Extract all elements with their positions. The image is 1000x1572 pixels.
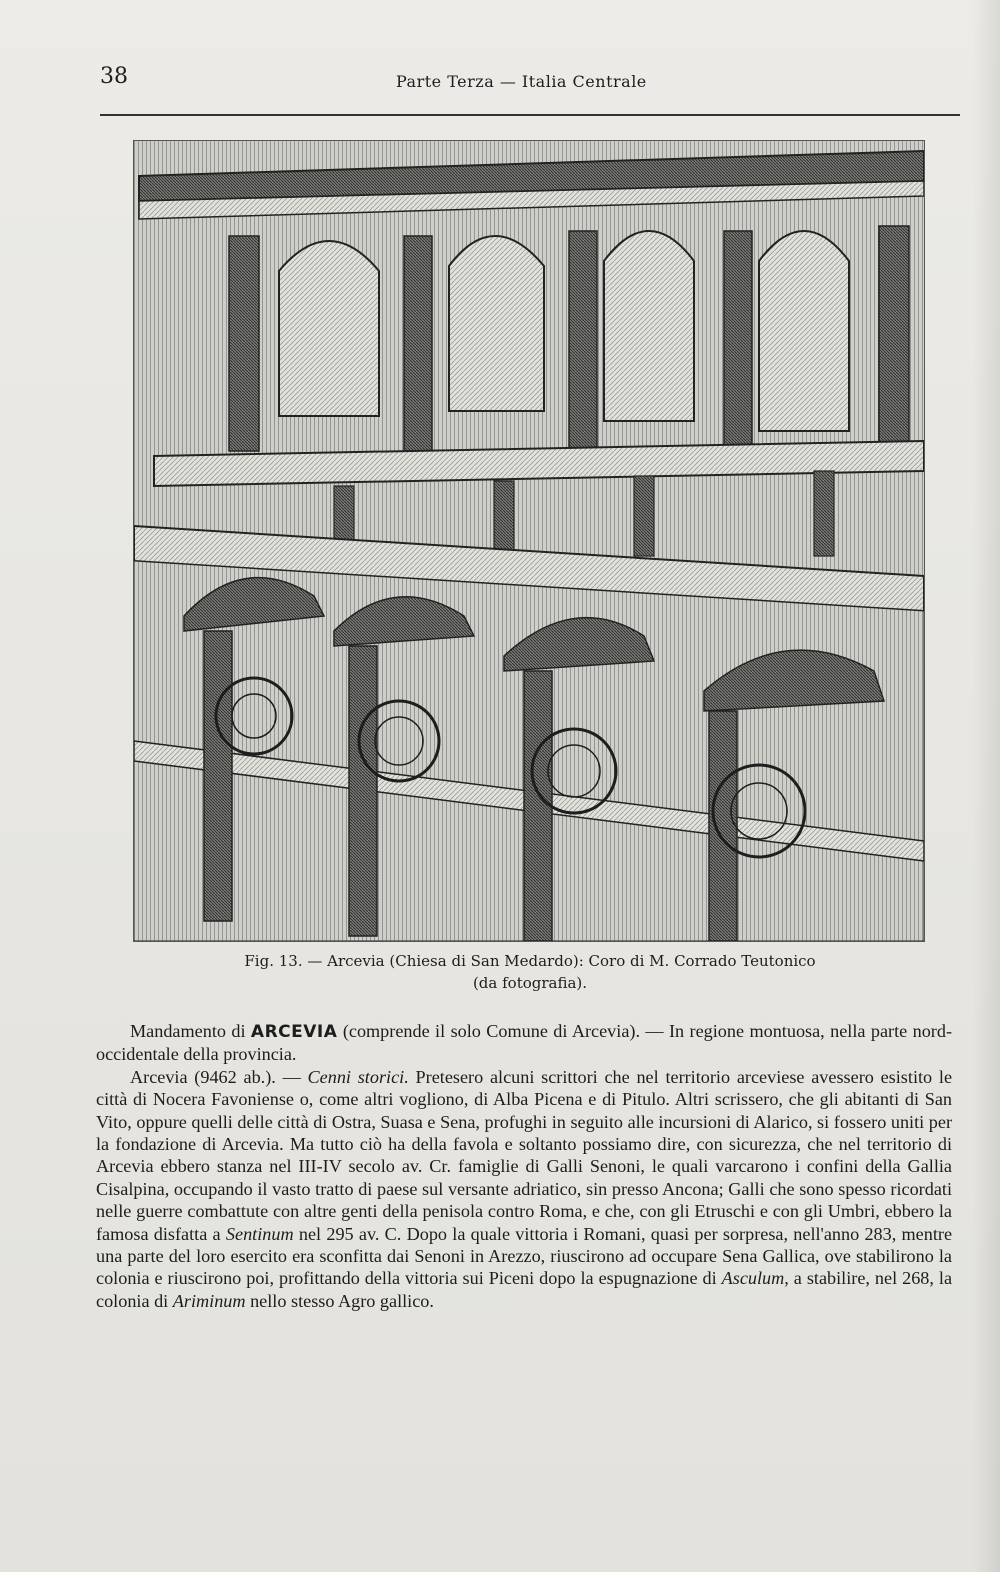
p2-text-a: Pretesero alcuni scrittori che nel territorio arceviese avessero esistito le città di Nocera Favoniense o, come altri vogliono, di Alba Picena e di Pitulo. Altri scrissero, che gli abitanti di San Vito, oppure quelli delle città di Ostra, Suasa e Sena, profughi in seguito alle incursioni di Alarico, si fossero uniti per la fondazione di Arcevia. Ma tutto ciò ha della favola e soltanto possiamo dire, con sicurezza, che nel territorio di Arcevia ebbero stanza nel III-IV secolo av. Cr. famiglie di Galli Senoni, le quali varcarono i confini della Gallia Cisalpina, occupando il vasto tratto di paese sul versante adriatico, sin presso Ancona; Galli che sono spesso ricordati nelle guerre combattute con altre genti della penisola contro Roma, e che, con gli Etruschi e con gli Umbri, ebbero la famosa disfatta a: [96, 1066, 953, 1244]
body-text: [96, 1020, 952, 1312]
figure-engraving: [133, 140, 925, 942]
paragraph-mandamento: [96, 1020, 952, 1066]
city-heading: ARCEVIA: [250, 1022, 338, 1042]
paragraph-cenni-storici: [96, 1066, 952, 1312]
p2-text-b: nel 295 av. C. Dopo la quale vittoria i Romani, quasi per sorpresa, nell'anno 283, mentre una parte del loro esercito era sconfitta dai Senoni in Arezzo, riuscirono ad occupare Sena Gallica, ove stabilirono la colonia e riuscirono poi, profittando della vittoria sui Piceni dopo la espugnazione di: [96, 1223, 953, 1289]
caption-line-2: (da fotografia).: [472, 974, 588, 992]
p2-text-d: nello stesso Agro gallico.: [250, 1290, 434, 1311]
p2-lead: Arcevia (9462 ab.). —: [130, 1066, 301, 1087]
page-edge-shadow: [972, 0, 1000, 1572]
page-number: 38: [100, 64, 128, 89]
p2-ariminum: Ariminum: [172, 1290, 246, 1311]
p2-asculum: Asculum,: [721, 1268, 789, 1289]
page-header: [100, 62, 960, 102]
p1-rest: (comprende il solo Comune di Arcevia). — In regione montuosa, nella parte nord-occidentale della provincia.: [96, 1021, 953, 1065]
figure-caption: [160, 950, 900, 994]
p1-lead: Mandamento di: [130, 1021, 246, 1041]
running-head: Parte Terza — Italia Centrale: [396, 72, 647, 91]
caption-line-1: Fig. 13. — Arcevia (Chiesa di San Medardo): Coro di M. Corrado Teutonico: [244, 952, 816, 970]
choir-stalls-engraving: [134, 141, 924, 941]
p2-sentinum: Sentinum: [225, 1223, 294, 1244]
header-rule: [100, 114, 960, 116]
p2-italic-heading: Cenni storici.: [307, 1066, 409, 1087]
p2-text-c: a stabilire, nel 268, la colonia di: [96, 1268, 953, 1311]
